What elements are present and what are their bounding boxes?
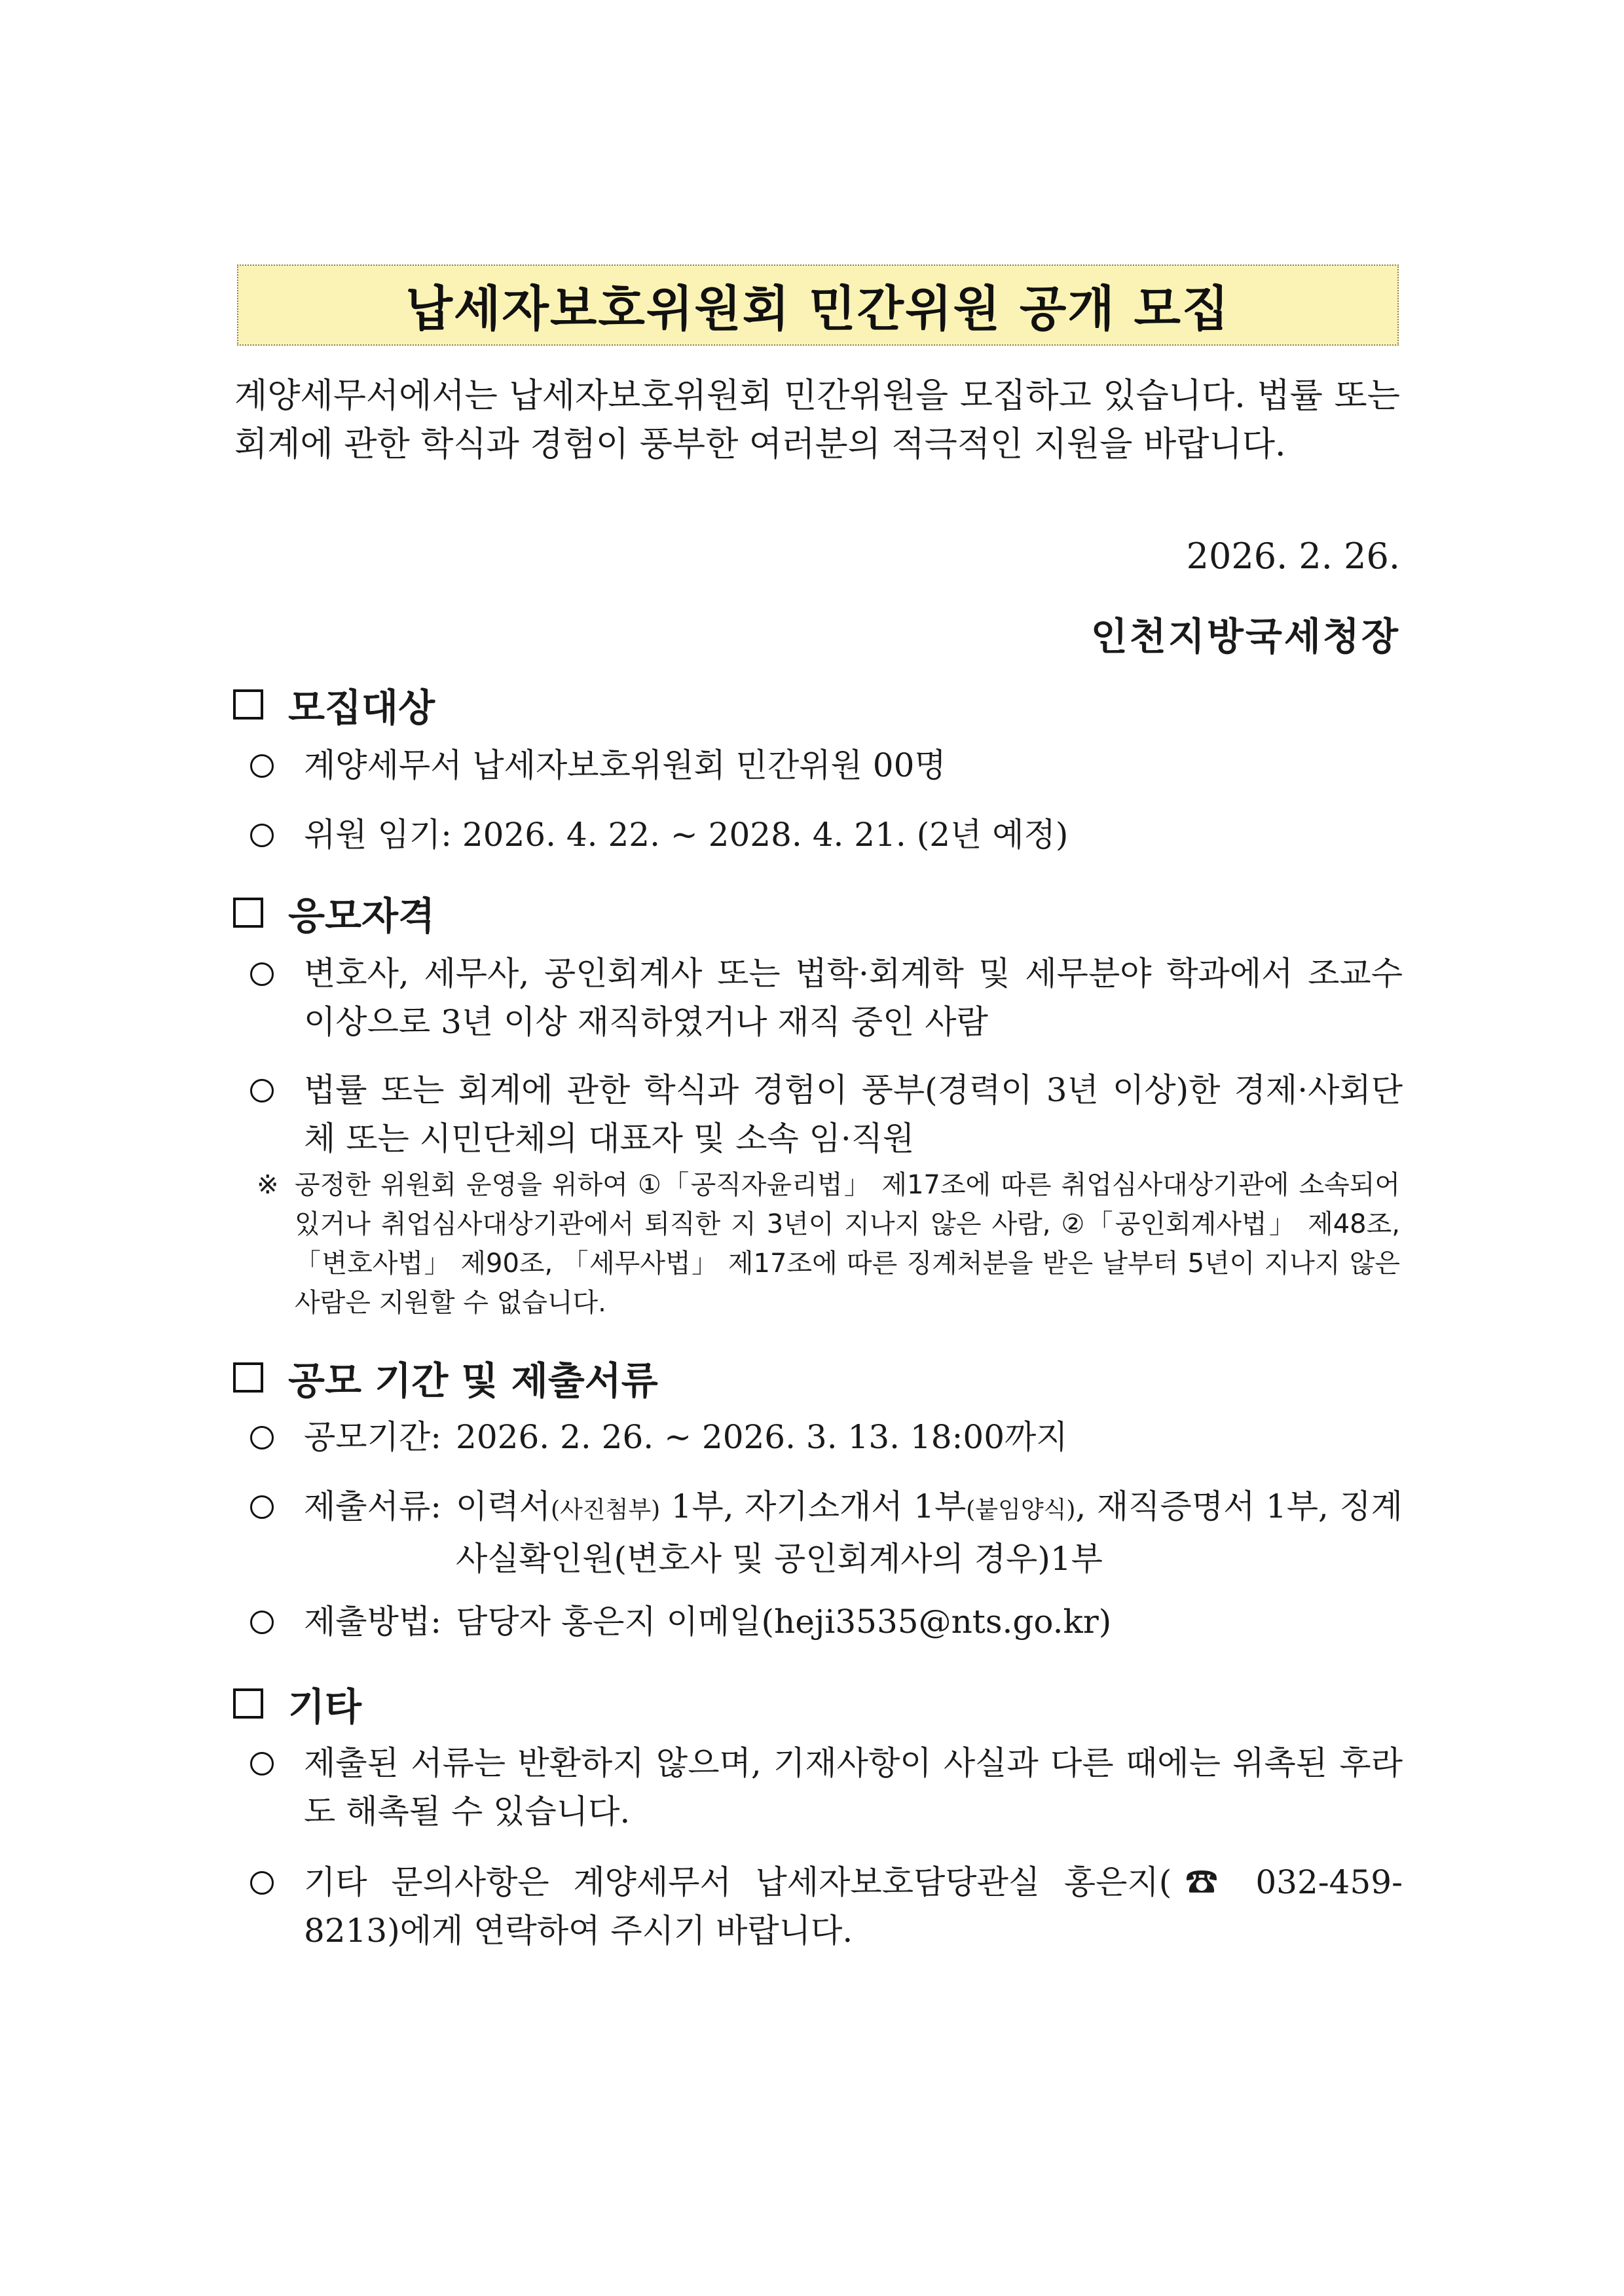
notice-date: 2026. 2. 26.	[1186, 536, 1400, 577]
bullet-circle-icon	[250, 754, 274, 778]
list-item-text: 법률 또는 회계에 관한 학식과 경험이 풍부(경력이 3년 이상)한 경제·사회단체 또는 시민단체의 대표자 및 소속 임·직원	[304, 1071, 1403, 1157]
list-item	[250, 1858, 1403, 1955]
list-item	[250, 741, 1403, 790]
required-documents	[304, 1482, 1403, 1583]
section-heading-text: 모집대상	[288, 685, 435, 730]
bullet-circle-icon	[250, 1752, 274, 1776]
list-item	[250, 1739, 1403, 1836]
intro-paragraph: 계양세무서에서는 납세자보호위원회 민간위원을 모집하고 있습니다. 법률 또는 회계에 관한 학식과 경험이 풍부한 여러분의 적극적인 지원을 바랍니다.	[234, 376, 1400, 464]
list-item-text: 위원 임기: 2026. 4. 22. ~ 2028. 4. 21. (2년 예정)	[304, 816, 1069, 854]
section-heading-text: 공모 기간 및 제출서류	[288, 1358, 658, 1403]
list-item	[250, 1413, 1403, 1461]
documents-value	[456, 1482, 1403, 1583]
submission-method	[304, 1597, 1403, 1646]
note-mark: ※	[257, 1170, 279, 1200]
issuer-name: 인천지방국세청장	[1090, 614, 1400, 659]
list-item-text: 제출된 서류는 반환하지 않으며, 기재사항이 사실과 다른 때에는 위촉된 후라도 해촉될 수 있습니다.	[304, 1744, 1403, 1831]
documents-text: 이력서	[456, 1487, 551, 1525]
list-item-text: 변호사, 세무사, 공인회계사 또는 법학·회계학 및 세무분야 학과에서 조교수 이상으로 3년 이상 재직하였거나 재직 중인 사람	[304, 955, 1403, 1041]
documents-text: , 재직증명서 1부, 징계사실확인원(변호사 및 공인회계사의 경우)1부	[456, 1487, 1403, 1578]
list-item	[250, 949, 1403, 1046]
documents-text: 1부, 자기소개서 1부	[660, 1487, 967, 1525]
section-heading-eligibility	[233, 885, 435, 940]
bullet-circle-icon	[250, 1495, 274, 1519]
bullet-circle-icon	[250, 824, 274, 847]
section-heading-period-documents	[233, 1350, 658, 1405]
section-heading-recruitment-target	[233, 677, 435, 732]
bullet-circle-icon	[250, 962, 274, 986]
list-item-text: 계양세무서 납세자보호위원회 민간위원 00명	[304, 746, 946, 784]
list-item	[250, 1482, 1403, 1583]
bullet-circle-icon	[250, 1079, 274, 1102]
eligibility-note	[257, 1165, 1400, 1322]
checkbox-square-icon	[233, 898, 263, 928]
method-value: 담당자 홍은지 이메일(heji3535@nts.go.kr)	[456, 1603, 1112, 1641]
bullet-circle-icon	[250, 1611, 274, 1634]
checkbox-square-icon	[233, 1362, 263, 1393]
checkbox-square-icon	[233, 1688, 263, 1719]
note-text: 공정한 위원회 운영을 위하여 ①「공직자윤리법」 제17조에 따른 취업심사대상기관에 소속되어 있거나 취업심사대상기관에서 퇴직한 지 3년이 지나지 않은 사람, ②「공인회계사법」 제48조, 「변호사법」 제90조, 「세무사법」 제17조에 따른 징계처분을 받은 날부터 5년이 지나지 않은 사람은 지원할 수 없습니다.	[295, 1170, 1400, 1318]
section-heading-other	[233, 1676, 361, 1731]
section-heading-text: 응모자격	[288, 894, 435, 938]
title-banner	[237, 264, 1399, 346]
method-label: 제출방법:	[304, 1603, 442, 1641]
section-heading-text: 기타	[288, 1685, 362, 1729]
bullet-circle-icon	[250, 1871, 274, 1895]
application-period	[304, 1413, 1403, 1461]
list-item	[250, 811, 1403, 859]
documents-note: (사진첨부)	[550, 1497, 661, 1523]
page-title: 납세자보호위원회 민간위원 공개 모집	[405, 281, 1230, 337]
documents-label: 제출서류:	[304, 1487, 442, 1525]
list-item-text: 기타 문의사항은 계양세무서 납세자보호담당관실 홍은지(☎ 032-459-8213)에게 연락하여 주시기 바랍니다.	[304, 1863, 1403, 1950]
bullet-circle-icon	[250, 1426, 274, 1449]
list-item	[250, 1597, 1403, 1646]
list-item	[250, 1066, 1403, 1163]
period-value: 2026. 2. 26. ~ 2026. 3. 13. 18:00까지	[456, 1418, 1068, 1456]
documents-note: (붙임양식)	[966, 1497, 1076, 1523]
checkbox-square-icon	[233, 689, 263, 720]
period-label: 공모기간:	[304, 1418, 442, 1456]
